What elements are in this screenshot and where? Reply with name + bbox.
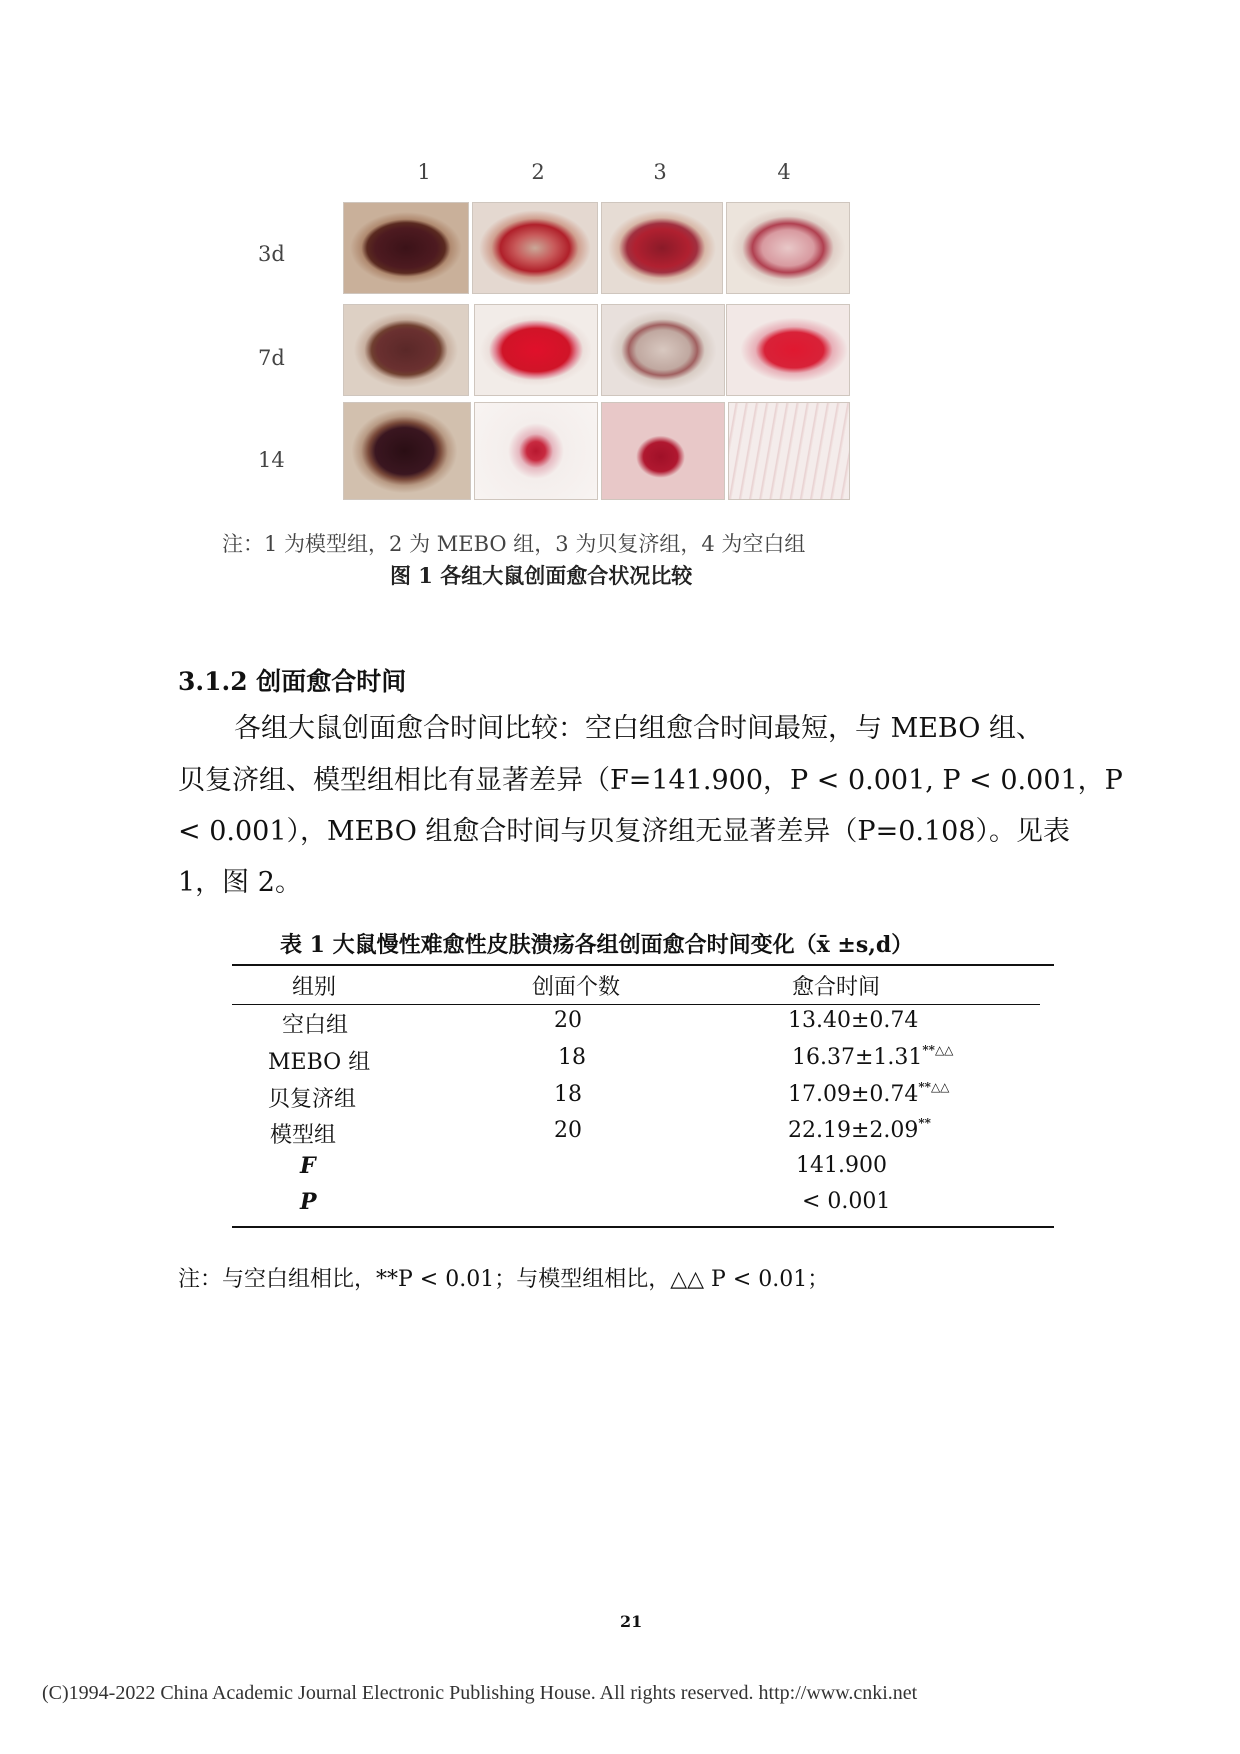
page-number: 21 — [620, 1612, 643, 1631]
wound-image-bfj-14d — [601, 402, 725, 500]
table-cell-group: P — [300, 1189, 317, 1215]
paragraph-line-3: < 0.001），MEBO 组愈合时间与贝复济组无显著差异（P=0.108）。见表 — [178, 816, 1071, 847]
table-note: 注：与空白组相比，**P < 0.01；与模型组相比，△△ P < 0.01； — [178, 1267, 830, 1292]
paragraph-line-4: 1，图 2。 — [178, 867, 302, 898]
wound-image-model-14d — [343, 402, 471, 500]
copyright-footer: (C)1994-2022 China Academic Journal Electronic Publishing House. All rights reserved. http://www.cnki.net — [42, 1682, 918, 1704]
wound-image-bfj-7d — [601, 304, 725, 396]
wound-image-mebo-7d — [474, 304, 598, 396]
wound-image-model-7d — [343, 304, 469, 396]
row-label-3d: 3d — [258, 242, 285, 266]
table-header-rule — [232, 1004, 1040, 1005]
table-cell-time: 13.40±0.74 — [788, 1008, 919, 1033]
table-cell-time: < 0.001 — [802, 1189, 891, 1214]
figure-caption: 图 1 各组大鼠创面愈合状况比较 — [390, 563, 693, 588]
paragraph-line-2: 贝复济组、模型组相比有显著差异（F=141.900，P < 0.001, P < 0.001，P — [178, 765, 1123, 796]
table-bottom-rule — [232, 1226, 1054, 1228]
figure-note: 注：1 为模型组，2 为 MEBO 组，3 为贝复济组，4 为空白组 — [222, 532, 806, 556]
row-label-7d: 7d — [258, 346, 285, 370]
table-cell-group: 贝复济组 — [268, 1087, 357, 1112]
column-label-3: 3 — [653, 160, 667, 184]
table-cell-group: F — [300, 1153, 316, 1179]
table-cell-time: 17.09±0.74**△△ — [788, 1080, 950, 1107]
wound-image-model-3d — [343, 202, 469, 294]
table-cell-group: 模型组 — [270, 1123, 337, 1148]
column-label-4: 4 — [777, 160, 791, 184]
table-title: 表 1 大鼠慢性难愈性皮肤溃疡各组创面愈合时间变化（x̄ ±s,d） — [280, 932, 914, 958]
table-top-rule — [232, 964, 1054, 966]
wound-image-blank-7d — [726, 304, 850, 396]
table-cell-group: MEBO 组 — [268, 1050, 371, 1075]
table-cell-time: 16.37±1.31**△△ — [792, 1043, 954, 1070]
paragraph-line-1: 各组大鼠创面愈合时间比较：空白组愈合时间最短，与 MEBO 组、 — [234, 713, 1043, 744]
table-header-time: 愈合时间 — [792, 975, 881, 1000]
table-header-group: 组别 — [292, 975, 337, 1000]
table-cell-count: 20 — [554, 1008, 582, 1033]
table-cell-group: 空白组 — [282, 1013, 349, 1038]
column-label-2: 2 — [531, 160, 545, 184]
row-label-14: 14 — [258, 448, 285, 472]
wound-image-mebo-14d — [474, 402, 598, 500]
wound-image-blank-14d — [728, 402, 850, 500]
section-heading: 3.1.2 创面愈合时间 — [178, 667, 407, 696]
column-label-1: 1 — [417, 160, 431, 184]
table-header-count: 创面个数 — [532, 975, 621, 1000]
table-cell-time: 141.900 — [796, 1153, 887, 1178]
wound-image-mebo-3d — [472, 202, 598, 294]
table-cell-count: 18 — [554, 1082, 582, 1107]
table-cell-time: 22.19±2.09** — [788, 1116, 931, 1143]
table-cell-count: 20 — [554, 1118, 582, 1143]
wound-image-bfj-3d — [601, 202, 723, 294]
table-cell-count: 18 — [558, 1045, 586, 1070]
wound-image-blank-3d — [726, 202, 850, 294]
